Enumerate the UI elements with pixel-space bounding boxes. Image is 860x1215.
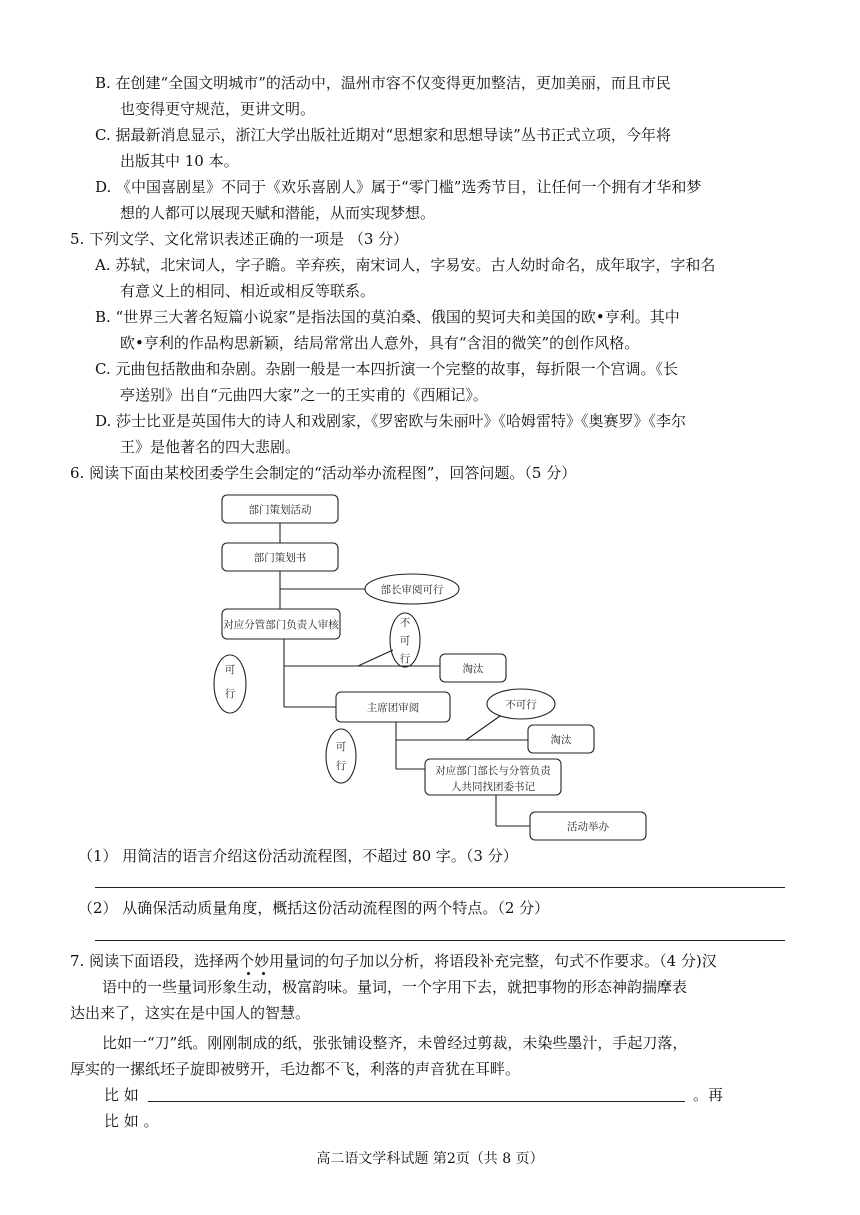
q6-stem: 6. 阅读下面由某校团委学生会制定的“活动举办流程图”，回答问题。（5 分） (70, 464, 577, 482)
q4-option-b-line2: 也变得更守规范，更讲文明。 (120, 100, 316, 118)
q4-option-d-line2: 想的人都可以展现天赋和潜能，从而实现梦想。 (120, 204, 436, 222)
q7-paragraph1-line2: 达出来了，这实在是中国人的智慧。 (70, 1004, 311, 1022)
q5-option-c-line1: C. 元曲包括散曲和杂剧。杂剧一般是一本四折演一个完整的故事，每折限一个宫调。《长 (95, 360, 678, 378)
q5-option-b-line2: 欧•亨利的作品构思新颖，结局常常出人意外，具有“含泪的微笑”的创作风格。 (120, 334, 640, 352)
q7-paragraph2-line1: 比如一“刀”纸。刚刚制成的纸，张张铺设整齐，未曾经过剪裁，未染些墨汁，手起刀落， (102, 1034, 688, 1052)
q5-option-d-line1: D. 莎士比亚是英国伟大的诗人和戏剧家，《罗密欧与朱丽叶》《哈姆雷特》《奥赛罗》《李尔 (95, 412, 687, 430)
q7-paragraph1-line1: 语中的一些量词形象生动，极富韵味。量词，一个字用下去，就把事物的形态神韵揣摩表 (102, 978, 688, 996)
flow-text-plan-document: 部门策划书 (253, 552, 307, 564)
q6-sub1-answer-line[interactable] (95, 887, 785, 888)
page-footer: 高二语文学科试题 第2页（共 8 页） (316, 1151, 544, 1167)
flow-text-feasible-2b: 行 (335, 760, 347, 772)
flow-text-dept-review: 对应分管部门负责人审核 (223, 619, 339, 631)
flow-text-not-1a: 不 (399, 617, 411, 629)
q4-option-c-line1: C. 据最新消息显示，浙江大学出版社近期对“思想家和思想导读”丛书正式立项，今年将 (95, 126, 671, 144)
q7-paragraph2-line2: 厚实的一摞纸坯子旋即被劈开，毛边都不飞，利落的声音犹在耳畔。 (70, 1060, 521, 1078)
q7-fill-line1-suffix: 。再 (693, 1086, 724, 1104)
flow-text-hold-activity: 活动举办 (567, 821, 609, 833)
q4-option-d-line1: D. 《中国喜剧星》不同于《欢乐喜剧人》属于“零门槛”选秀节目，让任何一个拥有才华和梦 (95, 178, 702, 196)
q5-option-d-line2: 王》是他著名的四大悲剧。 (120, 438, 301, 456)
q5-option-a-line2: 有意义上的相同、相近或相反等联系。 (120, 282, 376, 300)
q6-sub1: （1） 用简洁的语言介绍这份活动流程图，不超过 80 字。（3 分） (78, 847, 518, 865)
flow-text-feasible-1b: 行 (224, 688, 236, 700)
emphasis-dot (262, 972, 265, 975)
flow-text-not-feasible-2: 不可行 (505, 699, 537, 711)
flow-text-feasible-1a: 可 (224, 664, 236, 676)
flow-text-presidium-review: 主席团审阅 (366, 702, 420, 714)
flow-text-contact-line2: 人共同找团委书记 (451, 781, 535, 793)
q4-option-c-line2: 出版其中 10 本。 (120, 152, 239, 170)
q7-fill-blank[interactable] (148, 1101, 685, 1102)
q5-option-b-line1: B. “世界三大著名短篇小说家”是指法国的莫泊桑、俄国的契诃夫和美国的欧•亨利。其中 (95, 308, 680, 326)
q7-stem: 7. 阅读下面语段，选择两个妙用量词的句子加以分析，将语段补充完整，句式不作要求。（4 分)汉 (70, 952, 717, 970)
q7-fill-line2: 比 如 。 (104, 1112, 159, 1130)
flow-text-not-1b: 可 (399, 635, 411, 647)
q7-fill-line1-prefix: 比 如 (104, 1086, 139, 1104)
q6-sub2-answer-line[interactable] (95, 940, 785, 941)
flow-text-not-1c: 行 (399, 653, 411, 665)
q6-sub2: （2） 从确保活动质量角度，概括这份活动流程图的两个特点。（2 分） (78, 899, 550, 917)
flow-text-minister-approves: 部长审阅可行 (380, 584, 444, 596)
q5-option-c-line2: 亭送别》出自“元曲四大家”之一的王实甫的《西厢记》。 (120, 386, 488, 404)
q5-stem: 5. 下列文学、文化常识表述正确的一项是 （3 分） (70, 230, 409, 248)
q4-option-b-line1: B. 在创建“全国文明城市”的活动中，温州市容不仅变得更加整洁，更加美丽，而且市民 (95, 74, 671, 92)
flow-text-feasible-2a: 可 (335, 741, 347, 753)
flow-ellipse-feasible-2 (326, 729, 356, 783)
flow-text-eliminate-2: 淘汰 (550, 734, 572, 746)
emphasis-dot (247, 972, 250, 975)
flow-text-contact-line1: 对应部门部长与分管负责 (435, 765, 551, 777)
flow-text-eliminate-1: 淘汰 (462, 663, 484, 675)
q5-option-a-line1: A. 苏轼，北宋词人，字子瞻。辛弃疾，南宋词人，字易安。古人幼时命名，成年取字，字和名 (95, 256, 716, 274)
flow-text-plan-activity: 部门策划活动 (248, 504, 312, 516)
